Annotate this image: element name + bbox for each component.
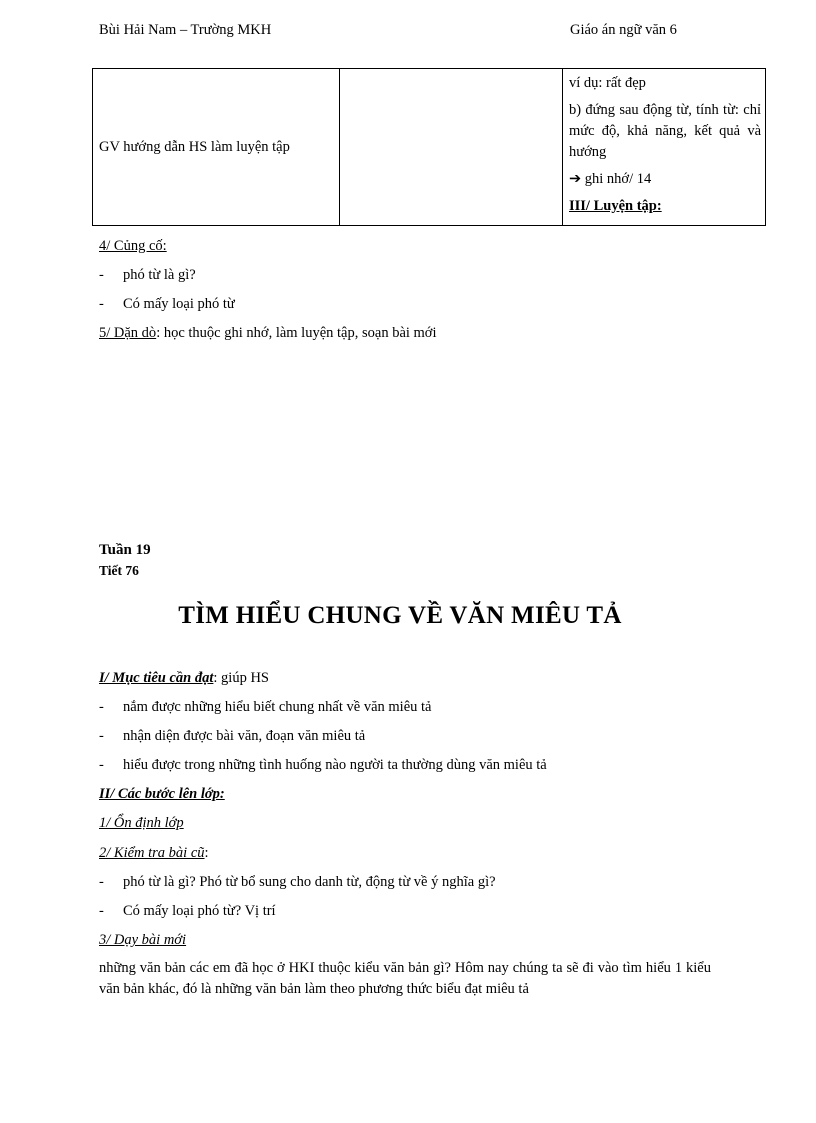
homework-line (99, 325, 437, 342)
steps-heading: II/ Các bước lên lớp: (99, 786, 225, 802)
list-item-text: nắm được những hiểu biết chung nhất về văn miêu tả (123, 699, 432, 715)
review-colon: : (204, 845, 209, 861)
list-item (99, 728, 365, 745)
adverb-position-note: b) đứng sau động từ, tính từ: chỉ mức độ, khả năng, kết quả và hướng (569, 102, 761, 160)
homework-heading: 5/ Dặn dò (99, 325, 157, 341)
table-row (93, 69, 766, 226)
review-line (99, 845, 209, 862)
list-item-text: nhận diện được bài văn, đoạn văn miêu tả (123, 728, 366, 744)
bullet-dash: - (99, 757, 104, 773)
header-subject: Giáo án ngữ văn 6 (570, 22, 677, 38)
practice-heading: III/ Luyện tập: (569, 198, 662, 214)
review-heading: 2/ Kiểm tra bài cũ (99, 845, 205, 861)
new-lesson-paragraph: những văn bản các em đã học ở HKI thuộc kiểu văn bản gì? Hôm nay chúng ta sẽ đi vào tìm hiểu 1 kiểu văn bản khác, đó là những văn bản làm theo phương thức biểu đạt miêu tả (99, 960, 711, 997)
table-cell-teacher-activity: GV hướng dẫn HS làm luyện tập (93, 69, 340, 226)
list-item (99, 296, 235, 313)
objectives-heading: I/ Mục tiêu cần đạt (99, 670, 214, 686)
list-item (99, 757, 547, 774)
memo-reference (569, 169, 761, 190)
list-item-text: Có mấy loại phó từ (123, 296, 235, 312)
list-item (99, 903, 276, 920)
bullet-dash: - (99, 903, 104, 919)
bullet-dash: - (99, 874, 104, 890)
consolidation-heading: 4/ Củng cố: (99, 238, 167, 254)
memo-text: ghi nhớ/ 14 (584, 171, 652, 187)
week-label: Tuần 19 (99, 542, 151, 558)
bullet-dash: - (99, 699, 104, 715)
lesson-table (92, 68, 766, 226)
list-item (99, 267, 196, 284)
objectives-line (99, 670, 269, 687)
stabilize-heading: 1/ Ổn định lớp (99, 815, 184, 831)
objectives-intro: : giúp HS (213, 670, 269, 686)
example-line: ví dụ: rất đẹp (569, 75, 646, 91)
bullet-dash: - (99, 728, 104, 744)
arrow-right-icon: ➔ (569, 171, 582, 187)
table-cell-student-activity (340, 69, 563, 226)
bullet-dash: - (99, 267, 104, 283)
list-item-text: phó từ là gì? Phó từ bổ sung cho danh từ, động từ về ý nghĩa gì? (123, 874, 496, 890)
page-title: TÌM HIỂU CHUNG VỀ VĂN MIÊU TẢ (178, 602, 622, 629)
list-item-text: Có mấy loại phó từ? Vị trí (123, 903, 276, 919)
bullet-dash: - (99, 296, 104, 312)
new-lesson-heading: 3/ Dạy bài mới (99, 932, 187, 948)
header-author: Bùi Hải Nam – Trường MKH (99, 22, 272, 38)
period-label: Tiết 76 (99, 563, 139, 578)
list-item-text: hiểu được trong những tình huống nào người ta thường dùng văn miêu tả (123, 757, 547, 773)
list-item (99, 874, 496, 891)
list-item-text: phó từ là gì? (123, 267, 196, 283)
table-cell-content (563, 69, 766, 226)
homework-text: : học thuộc ghi nhớ, làm luyện tập, soạn bài mới (156, 325, 437, 341)
list-item (99, 699, 431, 716)
